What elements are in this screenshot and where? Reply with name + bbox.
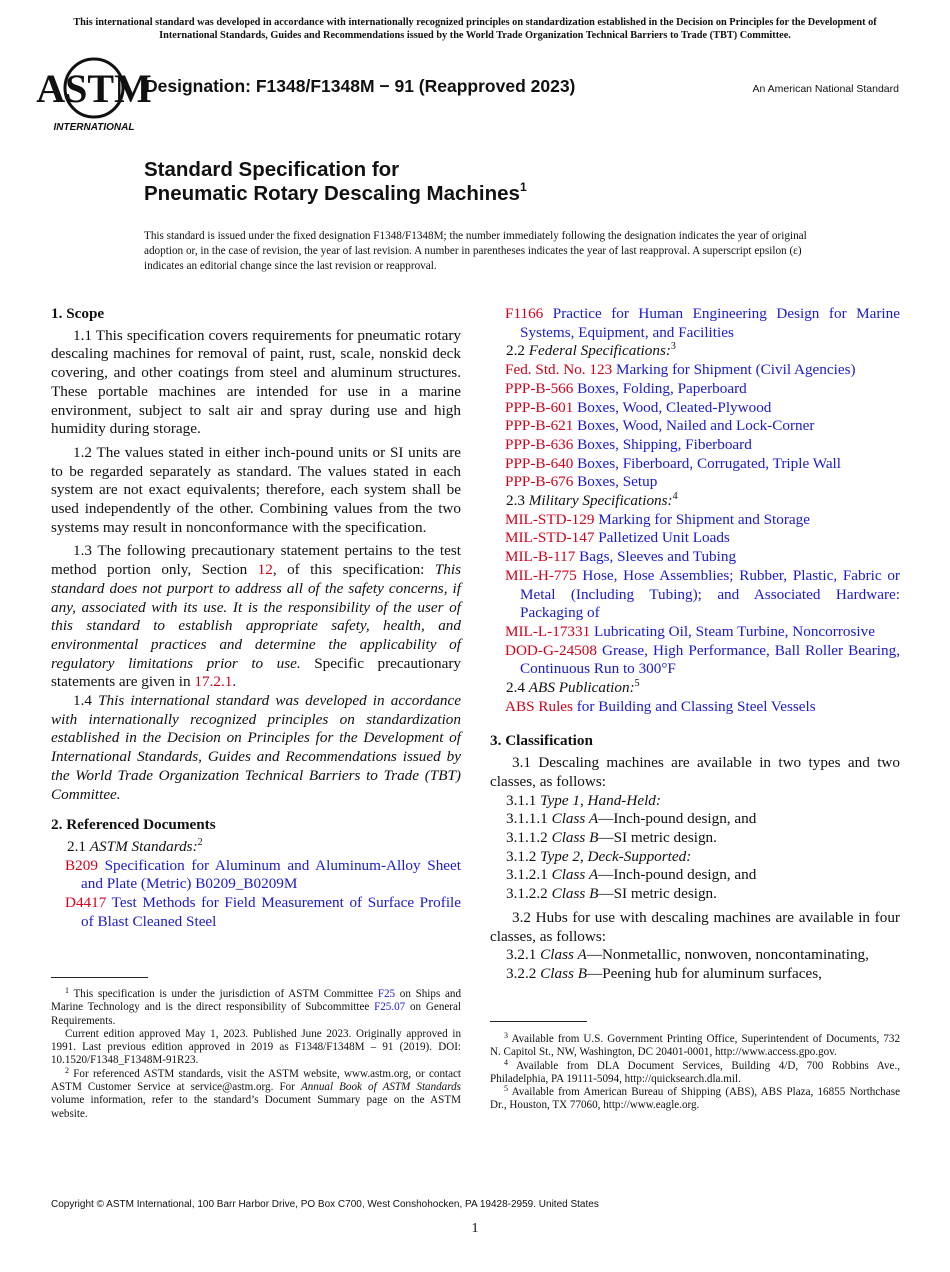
- text: 3.1.1.2: [506, 828, 552, 846]
- text: Class B: [551, 828, 599, 846]
- text: 2.4: [506, 679, 529, 697]
- footnotes-left: [51, 988, 461, 1121]
- reference-title[interactable]: Specification for Aluminum and Aluminum-Alloy Sheet and Plate (Metric) B0209_B0209M: [81, 856, 461, 893]
- text: Annual Book of ASTM Standards: [300, 1081, 461, 1094]
- text: —Inch-pound design, and: [598, 866, 757, 884]
- text: 2.1: [67, 837, 90, 855]
- text: ABS Publication:: [528, 679, 635, 697]
- reference-title[interactable]: Hose, Hose Assemblies; Rubber, Plastic, Fabric or Metal (Including Tubing); and Associated Hardware: Packaging of: [520, 566, 900, 622]
- reference-title[interactable]: Boxes, Wood, Nailed and Lock-Corner: [577, 417, 815, 435]
- text: 3.2.2: [506, 964, 541, 982]
- reference-mil-b-117[interactable]: [490, 548, 900, 567]
- classification-item: [490, 829, 900, 848]
- reference-code[interactable]: Fed. Std. No. 123: [505, 361, 613, 379]
- text: Available from American Bureau of Shipping (ABS), ABS Plaza, 16855 Northchase Dr., Houston, TX 77060, http://www.eagle.org.: [490, 1086, 900, 1112]
- logo-letters: ASTM: [36, 66, 152, 111]
- reference-code[interactable]: MIL-B-117: [505, 548, 576, 566]
- title-line-2: [144, 182, 527, 206]
- reference-ppp-b-566[interactable]: [490, 380, 900, 399]
- reference-code[interactable]: PPP-B-676: [505, 473, 574, 491]
- hub-class-item: [490, 965, 900, 984]
- classification-item: [490, 885, 900, 904]
- safety-statement: This standard does not purport to address all of the safety concerns, if any, associated with its use. It is the responsibility of the user of this standard to establish appropriate safety, health, and environmental practices and determine the applicability of regulatory limitations prior to use.: [51, 561, 462, 672]
- text: Military Specifications:: [528, 492, 673, 510]
- reference-title[interactable]: Marking for Shipment and Storage: [598, 510, 810, 528]
- text: —Peening hub for aluminum surfaces,: [587, 964, 822, 982]
- abs-publication-label: [490, 679, 900, 698]
- reference-title[interactable]: Marking for Shipment (Civil Agencies): [615, 361, 856, 379]
- reference-abs-rules[interactable]: [490, 698, 900, 717]
- reference-title[interactable]: Test Methods for Field Measurement of Surface Profile of Blast Cleaned Steel: [81, 894, 461, 930]
- text: on General Requirements.: [51, 1001, 461, 1027]
- reference-code[interactable]: PPP-B-636: [505, 435, 574, 453]
- text: 1.4: [73, 692, 99, 710]
- reference-mil-h-775[interactable]: [490, 567, 900, 623]
- reference-code[interactable]: D4417: [65, 894, 107, 912]
- text: on Ships and Marine Technology and is the direct responsibility of Subcommittee: [51, 988, 461, 1014]
- federal-specifications-label: [490, 342, 900, 361]
- reference-code[interactable]: MIL-H-775: [505, 566, 577, 584]
- reference-ppp-b-636[interactable]: [490, 436, 900, 455]
- classification-item: [490, 810, 900, 829]
- footnote-mark: 5: [634, 678, 640, 690]
- reference-code[interactable]: MIL-STD-129: [505, 510, 595, 528]
- text: Available from U.S. Government Printing Office, Superintendent of Documents, 732 N. Capitol St., NW, Washington, DC 20401-0001, http://www.access.gpo.gov.: [490, 1033, 900, 1059]
- text: 2.3: [506, 492, 529, 510]
- section-heading-classification: 3. Classification: [490, 732, 593, 750]
- reference-code[interactable]: MIL-STD-147: [505, 529, 595, 547]
- reference-dod-g-24508[interactable]: [490, 642, 900, 679]
- reference-fed-std-123[interactable]: [490, 361, 900, 380]
- reference-code[interactable]: MIL-L-17331: [505, 622, 591, 640]
- text: 3.1.2.1: [506, 866, 552, 884]
- text: 3.2.1: [506, 946, 541, 964]
- text: Class A: [551, 810, 599, 828]
- title-text: Pneumatic Rotary Descaling Machines: [144, 182, 520, 205]
- reference-d4417[interactable]: [51, 894, 461, 931]
- text: Class B: [551, 885, 599, 903]
- reference-ppp-b-640[interactable]: [490, 455, 900, 474]
- footnote-mark: 2: [197, 836, 203, 848]
- classification-item: [490, 866, 900, 885]
- left-column: [51, 305, 461, 932]
- right-column: [490, 305, 900, 984]
- reference-title[interactable]: Bags, Sleeves and Tubing: [579, 548, 737, 566]
- text: Available from DLA Document Services, Building 4/D, 700 Robbins Ave., Philadelphia, PA 19111-5094, http://quicksearch.dla.mil.: [490, 1059, 900, 1085]
- footnote-1: [51, 988, 461, 1028]
- reference-b209[interactable]: [51, 857, 461, 894]
- reference-code[interactable]: PPP-B-601: [505, 398, 574, 416]
- text: 2.2: [506, 342, 529, 360]
- classification-item: [490, 792, 900, 811]
- designation: Designation: F1348/F1348M − 91 (Reapproved 2023): [145, 76, 576, 96]
- text: .: [232, 673, 237, 691]
- paragraph-1-4: [51, 692, 461, 804]
- text: Class A: [551, 866, 599, 884]
- paragraph-1-3: [51, 542, 461, 692]
- reference-ppp-b-676[interactable]: [490, 473, 900, 492]
- section-12-link[interactable]: 12: [257, 561, 273, 579]
- text: 3.1.2: [506, 847, 541, 865]
- reference-title[interactable]: Boxes, Folding, Paperboard: [577, 379, 747, 397]
- footnote-divider: [51, 977, 148, 978]
- reference-title[interactable]: Boxes, Wood, Cleated-Plywood: [577, 398, 772, 416]
- footnote-mark: 4: [504, 1057, 508, 1067]
- logo-subtext: INTERNATIONAL: [53, 122, 135, 133]
- title-footnote-mark: 1: [519, 180, 527, 194]
- footnote-mark: 4: [672, 491, 678, 503]
- reference-code[interactable]: F1166: [505, 305, 544, 322]
- footnote-3: [490, 1033, 900, 1060]
- text: Type 2, Deck-Supported:: [540, 847, 692, 865]
- reference-title[interactable]: for Building and Classing Steel Vessels: [576, 697, 816, 715]
- text: Type 1, Hand-Held:: [540, 791, 661, 809]
- tbt-notice: This international standard was developed in accordance with internationally recognized principles on standardization established in the Decision on Principles for the Development of International Standards, Guides and Recommendations issued by the World Trade Organization Technical Barriers to Trade (TBT) Committee.: [73, 17, 877, 41]
- text: Federal Specifications:: [528, 342, 671, 360]
- text: —Inch-pound design, and: [598, 810, 757, 828]
- reference-title[interactable]: Boxes, Shipping, Fiberboard: [577, 435, 752, 453]
- text: Specific precautionary statements are given in: [51, 654, 461, 691]
- reference-title[interactable]: Boxes, Fiberboard, Corrugated, Triple Wall: [577, 454, 842, 472]
- footnote-2: [51, 1065, 461, 1121]
- footnote-edition: Current edition approved May 1, 2023. Published June 2023. Originally approved in 1991. Last previous edition approved in 2019 as F1348/F1348M – 91 (2019). DOI: 10.1520/F1348_F1348M-91R23.: [51, 1027, 461, 1067]
- hub-class-item: [490, 946, 900, 965]
- paragraph-1-1: 1.1 This specification covers requirements for pneumatic rotary descaling machines for removal of paint, rust, scale, nonskid deck covering, and other coatings from steel and aluminum structures. These portable machines are intended for use in a marine environment, subject to salt air and spray during use and high humidity during storage.: [51, 326, 461, 438]
- reference-code[interactable]: PPP-B-566: [505, 379, 574, 397]
- text: —SI metric design.: [598, 885, 717, 903]
- reference-title[interactable]: Lubricating Oil, Steam Turbine, Noncorrosive: [594, 622, 875, 640]
- footnote-mark: 3: [670, 341, 676, 353]
- astm-standards-label: [51, 838, 461, 857]
- paragraph-3-2: 3.2 Hubs for use with descaling machines are available in four classes, as follows:: [490, 908, 900, 945]
- text: —SI metric design.: [598, 828, 717, 846]
- copyright-notice: Copyright © ASTM International, 100 Barr Harbor Drive, PO Box C700, West Conshohocken, PA 19428-2959. United States: [51, 1199, 599, 1210]
- footnote-mark: 2: [65, 1065, 69, 1075]
- paragraph-3-1: 3.1 Descaling machines are available in two types and two classes, as follows:: [490, 754, 900, 790]
- text: , of this specification:: [272, 561, 435, 579]
- text: volume information, refer to the standard’s Document Summary page on the ASTM website.: [51, 1094, 461, 1120]
- text: 3.1.1: [506, 791, 541, 809]
- reference-code[interactable]: B209: [65, 856, 98, 874]
- text: For referenced ASTM standards, visit the ASTM website, www.astm.org, or contact ASTM Customer Service at service@astm.org. For: [51, 1067, 461, 1094]
- text: 3.1.1.1: [506, 810, 552, 828]
- section-heading-scope: 1. Scope: [51, 305, 105, 322]
- reference-mil-std-147[interactable]: [490, 529, 900, 548]
- footnote-mark: 1: [65, 986, 69, 995]
- national-standard-label: An American National Standard: [752, 83, 899, 95]
- reference-title[interactable]: Boxes, Setup: [577, 473, 658, 491]
- wto-statement: This international standard was developed in accordance with internationally recognized principles on standardization established in the Decision on Principles for the Development of International Standards, Guides and Recommendations issued by the World Trade Organization Technical Barriers to Trade (TBT) Committee.: [51, 692, 462, 803]
- reference-title[interactable]: Practice for Human Engineering Design for Marine Systems, Equipment, and Facilities: [520, 305, 900, 341]
- title-line-1: Standard Specification for: [144, 158, 400, 181]
- text: 3.1.2.2: [506, 885, 552, 903]
- reference-code[interactable]: PPP-B-621: [505, 417, 574, 435]
- text: This specification is under the jurisdiction of ASTM Committee: [69, 988, 378, 1000]
- reference-mil-l-17331[interactable]: [490, 623, 900, 642]
- reference-title[interactable]: Grease, High Performance, Ball Roller Bearing, Continuous Run to 300°F: [520, 641, 900, 678]
- reference-ppp-b-601[interactable]: [490, 399, 900, 418]
- astm-logo: [36, 56, 152, 133]
- text: Class A: [540, 946, 587, 964]
- committee-link[interactable]: F25: [377, 988, 396, 1000]
- footnote-5: [490, 1086, 900, 1113]
- military-specifications-label: [490, 492, 900, 511]
- footnote-divider: [490, 1021, 587, 1022]
- reference-mil-std-129[interactable]: [490, 511, 900, 530]
- footnote-mark: 3: [504, 1031, 508, 1040]
- footnotes-right: [490, 1033, 900, 1113]
- text: ASTM Standards:: [89, 837, 198, 855]
- text: 1.3 The following precautionary statement pertains to the test method portion only, Section: [51, 542, 461, 579]
- footnote-4: [490, 1057, 900, 1087]
- page-number: 1: [471, 1221, 479, 1236]
- section-heading-referenced-documents: 2. Referenced Documents: [51, 816, 216, 834]
- reference-ppp-b-621[interactable]: [490, 417, 900, 436]
- footnote-mark: 5: [504, 1084, 508, 1094]
- document-title: [144, 158, 527, 206]
- classification-item: [490, 848, 900, 867]
- reference-f1166[interactable]: [490, 305, 900, 342]
- section-17-2-1-link[interactable]: 17.2.1: [194, 673, 233, 691]
- paragraph-1-2: 1.2 The values stated in either inch-pound units or SI units are to be regarded separately as standard. The values stated in each system are not exact equivalents; therefore, each system shall be used independently of the other. Combining values from the two systems may result in nonconformance with the specification.: [51, 443, 461, 536]
- reference-code[interactable]: PPP-B-640: [505, 454, 574, 472]
- text: —Nonmetallic, nonwoven, noncontaminating,: [586, 946, 869, 964]
- reference-code[interactable]: DOD-G-24508: [505, 641, 597, 659]
- text: Class B: [540, 964, 588, 982]
- reference-title[interactable]: Palletized Unit Loads: [598, 529, 730, 547]
- subcommittee-link[interactable]: F25.07: [374, 1001, 406, 1014]
- reference-code[interactable]: ABS Rules: [505, 697, 573, 715]
- issuance-note: This standard is issued under the fixed designation F1348/F1348M; the number immediately following the designation indicates the year of original adoption or, in the case of revision, the year of last revision. A number in parentheses indicates the year of last reapproval. A superscript epsilon (ε) indicates an editorial change since the last revision or reapproval.: [144, 230, 807, 272]
